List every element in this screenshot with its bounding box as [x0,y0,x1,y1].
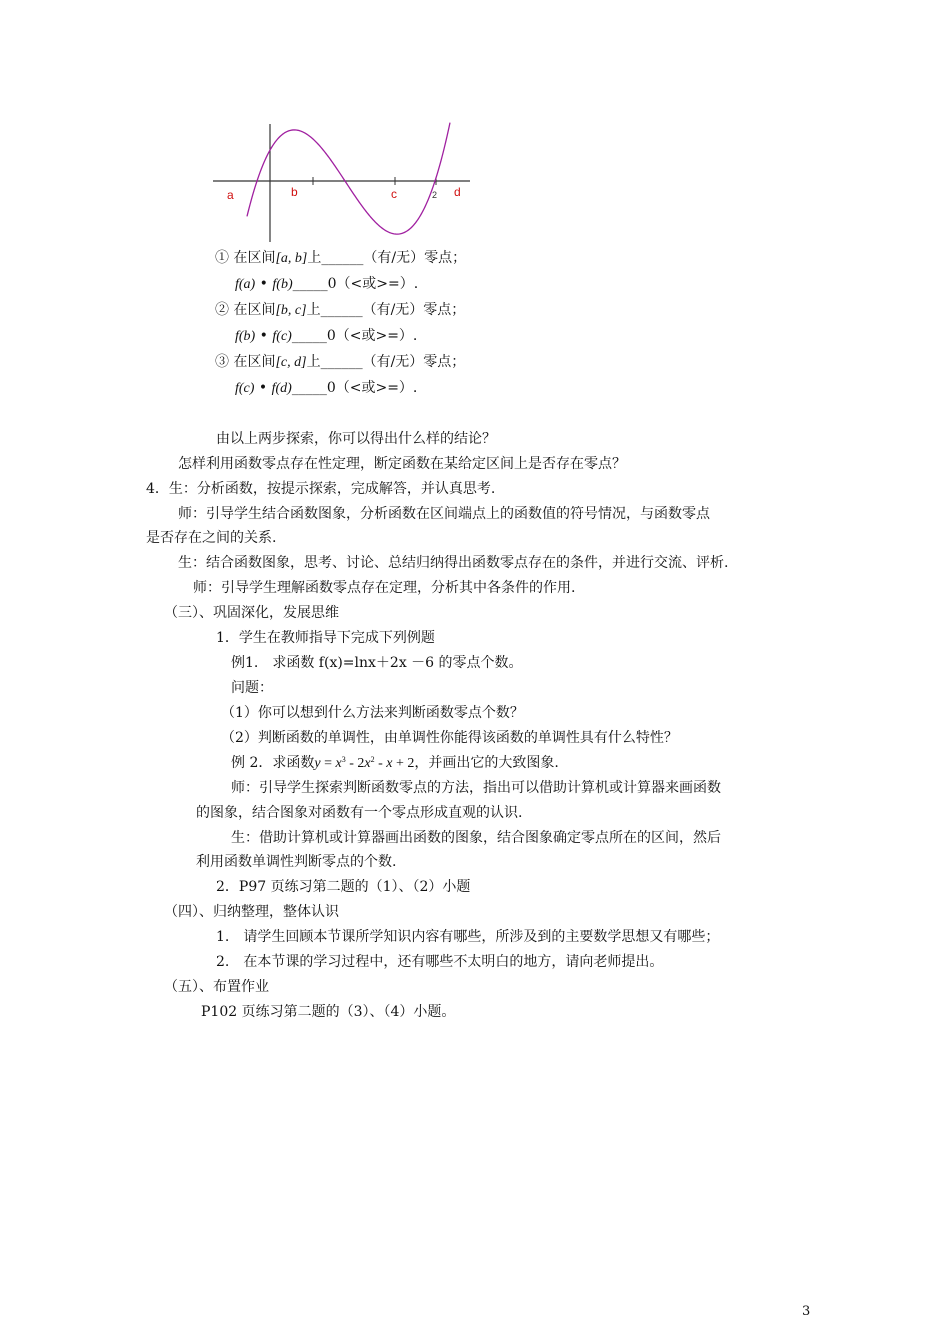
item-1-interval-line: ① 在区间[a, b]上______（有/无）零点； [215,250,467,266]
item-3-interval-line: ③ 在区间[c, d]上______（有/无）零点； [215,354,466,370]
label-c: c [391,187,397,201]
item-2-product-line: f(b) • f(c)_____0（<或>=）. [235,328,418,344]
example-1: 例1. 求函数 f(x)=lnx＋2x －6 的零点个数。 [231,655,523,671]
student-note-1: 生：结合函数图象，思考、讨论、总结归纳得出函数零点存在的条件，并进行交流、评析. [178,555,729,571]
item-3-product-line: f(c) • f(d)_____0（<或>=）. [235,380,418,396]
section-5-heading: （五）、布置作业 [164,979,269,995]
label-a: a [227,188,234,202]
cubic-function-graph [205,118,475,246]
section-3-item-2: 2．P97 页练习第二题的（1）、（2）小题 [216,879,471,895]
question-a: （1）你可以想到什么方法来判断函数零点个数？ [221,705,524,721]
homework: P102 页练习第二题的（3）、（4）小题。 [201,1004,456,1020]
teacher-note-1b: 是否存在之间的关系. [146,530,277,546]
item-2-interval-line: ② 在区间[b, c]上______（有/无）零点； [215,302,466,318]
teacher-note-2: 师：引导学生理解函数零点存在定理，分析其中各条件的作用. [193,580,576,596]
teacher-note-3b: 的图象，结合图象对函数有一个零点形成直观的认识. [196,805,523,821]
question-b: （2）判断函数的单调性，由单调性你能得该函数的单调性具有什么特性？ [221,730,678,746]
item-1-product-line: f(a) • f(b)_____0（<或>=）. [235,276,419,292]
label-2: 2 [432,190,438,200]
page-number: 3 [802,1304,811,1319]
student-note-2a: 生：借助计算机或计算器画出函数的图象，结合图象确定零点所在的区间，然后 [231,830,721,846]
example-2: 例 2．求函数$y = x^3 - 2x^2 - x + 2$，并画出它的大致图象. [231,755,559,771]
summary-item-1: 1. 请学生回顾本节课所学知识内容有哪些，所涉及到的主要数学思想又有哪些； [216,929,720,945]
function-curve [247,123,450,234]
question-theorem: 怎样利用函数零点存在性定理，断定函数在某给定区间上是否存在零点？ [178,456,626,472]
teacher-note-3a: 师：引导学生探索判断函数零点的方法，指出可以借助计算机或计算器来画函数 [231,780,721,796]
label-b: b [291,185,298,199]
section-3-item-1: 1．学生在教师指导下完成下列例题 [216,630,435,646]
student-note-2b: 利用函数单调性判断零点的个数. [196,854,397,870]
teacher-note-1a: 师：引导学生结合函数图象，分析函数在区间端点上的函数值的符号情况，与函数零点 [178,506,710,522]
summary-item-2: 2. 在本节课的学习过程中，还有哪些不太明白的地方，请向老师提出。 [216,954,664,970]
section-3-heading: （三）、巩固深化，发展思维 [164,605,339,621]
section-4-heading: （四）、归纳整理，整体认识 [164,904,339,920]
label-d: d [454,185,461,199]
step-4: 4．生：分析函数，按提示探索，完成解答，并认真思考. [146,481,496,497]
question-conclusion: 由以上两步探索，你可以得出什么样的结论？ [216,431,496,447]
questions-label: 问题： [231,680,273,696]
